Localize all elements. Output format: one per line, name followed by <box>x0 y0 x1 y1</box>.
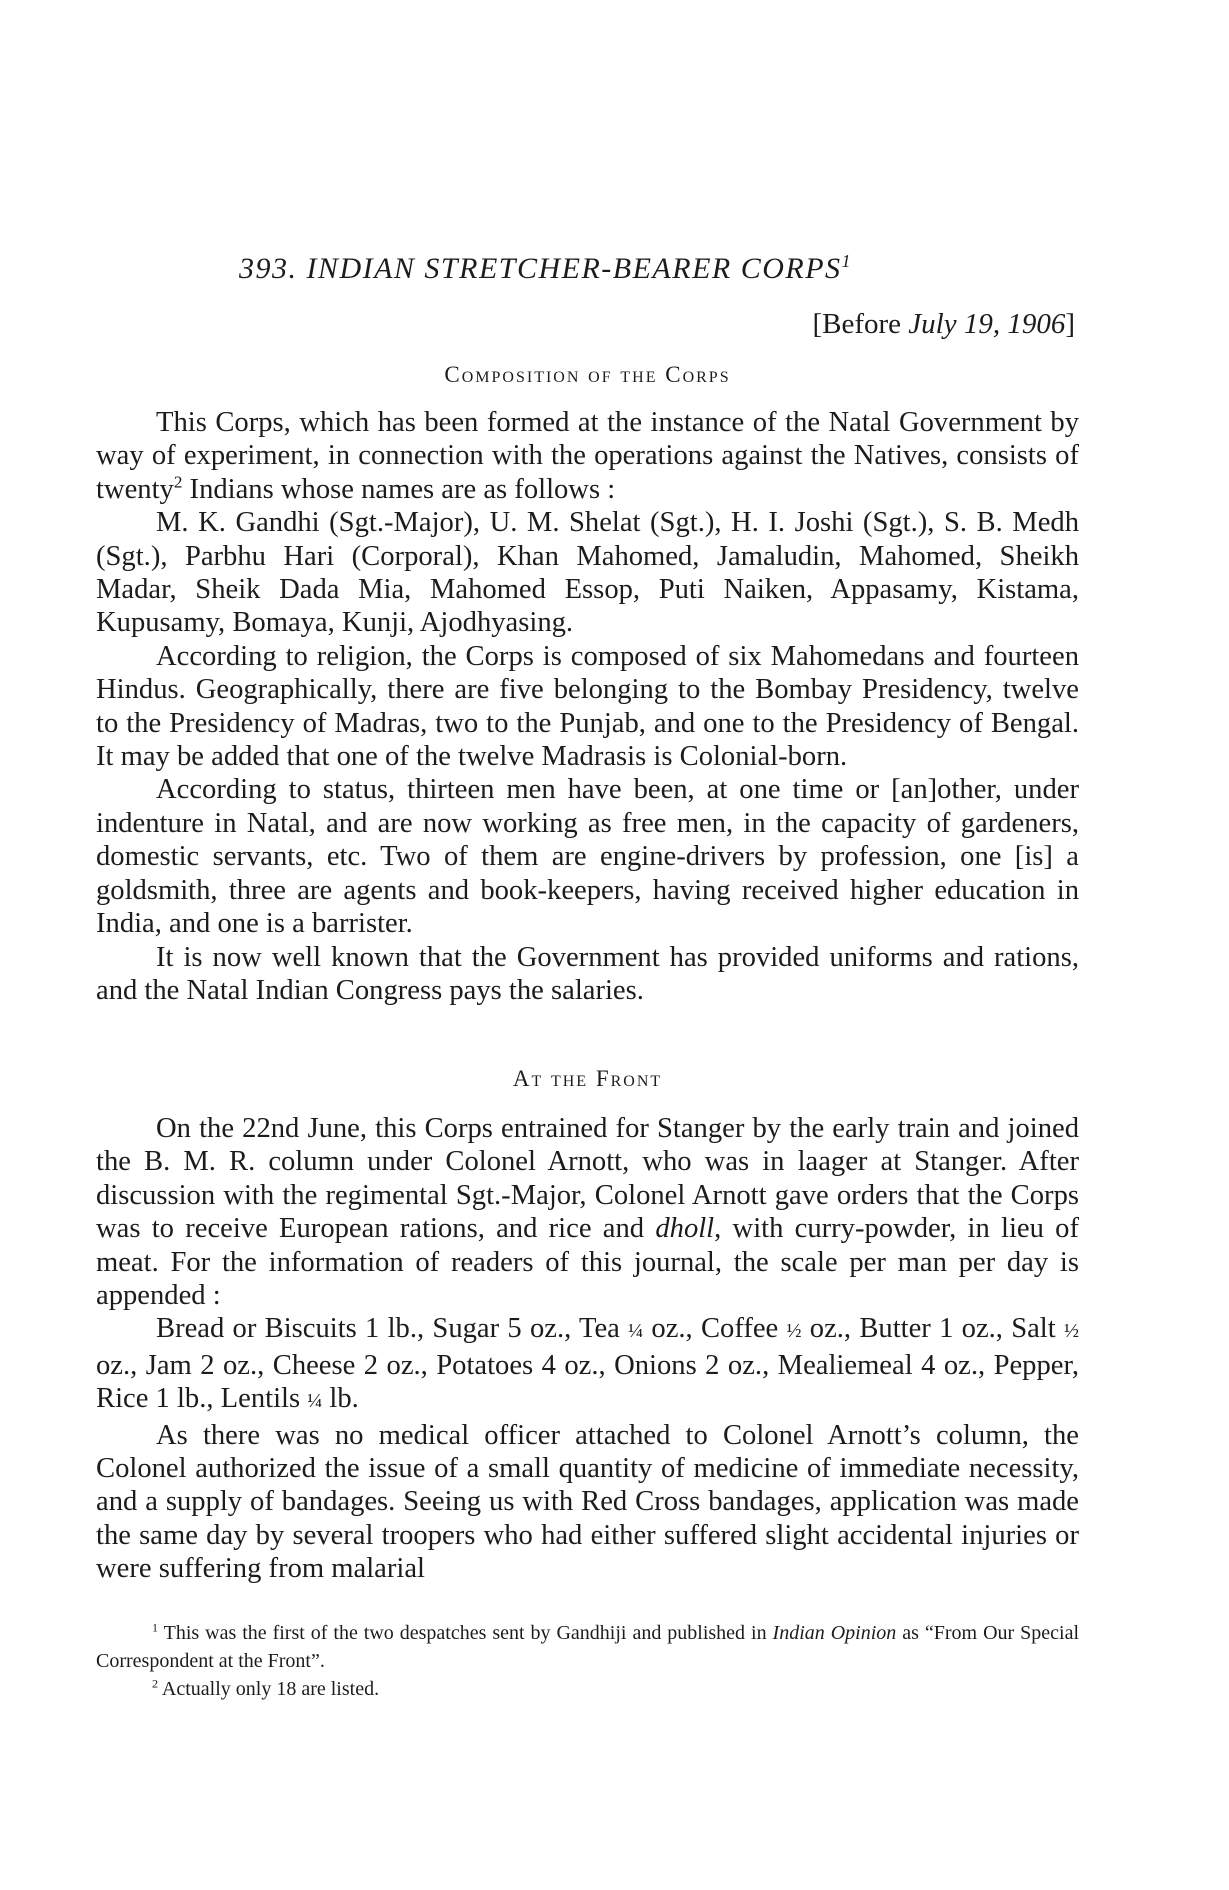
footnote-1-number: 1 <box>152 1620 158 1635</box>
footnote-2 <box>96 1675 1079 1703</box>
footnote-1-text-a: This was the first of the two despatches sent by Gandhiji and published in <box>158 1622 773 1644</box>
paragraph-intro-text-a: This Corps, which has been formed at the instance of the Natal Government by way of experiment, in connection with the operations against the Natives, consists of twenty <box>96 407 1079 505</box>
dateline-open: [Before <box>812 308 909 340</box>
dateline-date: July <box>908 308 957 340</box>
paragraph-intro-text-b: Indians whose names are as follows : <box>182 473 616 505</box>
paragraph-entrained-text-b: , with curry-powder, in lieu of meat. For the information of readers of this journal, the scale per man per day is appended : <box>96 1213 1079 1312</box>
dateline-close: ] <box>1065 308 1075 340</box>
article-number: 393. <box>238 252 298 285</box>
body-text-part1 <box>96 406 1079 1007</box>
fraction-half: ½ <box>786 1320 802 1343</box>
paragraph-names: M. K. Gandhi (Sgt.-Major), U. M. Shelat (Sgt.), H. I. Joshi (Sgt.), S. B. Medh (Sgt.), Parbhu Hari (Corporal), Khan Mahomed, Jamaludin, Mahomed, Sheikh Madar, Sheik Dada Mia, Mahomed Essop, Puti Naiken, Appasamy, Kistama, Kupusamy, Bomaya, Kunji, Ajodhyasing. <box>96 507 1079 639</box>
footnote-2-text: Actually only 18 are listed. <box>158 1678 380 1700</box>
article-title: INDIAN STRETCHER-BEARER CORPS <box>306 252 842 285</box>
paragraph-entrained-text-a: On the 22nd June, this Corps entrained for Stanger by the early train and joined the B. M. R. column under Colonel Arnott, who was in laager at Stanger. After discussion with the regimental Sgt.-Major, Colonel Arnott gave orders that the Corps was to receive European rations, and rice and <box>96 1113 1079 1245</box>
paragraph-religion: According to religion, the Corps is composed of six Mahomedans and fourteen Hindus. Geographically, there are five belonging to the Bombay Presidency, twelve to the Presidency of Madras, two to the Punjab, and one to the Presidency of Bengal. It may be added that one of the twelve Madrasis is Colonial-born. <box>96 640 1079 773</box>
paragraph-medical: As there was no medical officer attached to Colonel Arnott’s column, the Colonel authorized the issue of a small quantity of medicine of immediate necessity, and a supply of bandages. Seeing us with Red Cross bandages, application was made the same day by several troopers who had either suffered slight accidental injuries or were suffering from malarial <box>96 1419 1079 1585</box>
footnote-1-text-b: as “From Our Special Correspondent at the Front”. <box>96 1622 1079 1672</box>
body-text-part2 <box>96 1112 1079 1586</box>
paragraph-uniforms: It is now well known that the Government has provided uniforms and rations, and the Natal Indian Congress pays the salaries. <box>96 941 1079 1006</box>
paragraph-rations <box>96 1312 1079 1418</box>
footnote-1 <box>96 1619 1079 1675</box>
footnotes <box>96 1619 1079 1703</box>
dholl-word: dholl <box>655 1213 715 1245</box>
footnote-ref-2: 2 <box>173 472 183 492</box>
fraction-quarter: ¼ <box>628 1320 644 1343</box>
fraction-half: ½ <box>1063 1320 1079 1343</box>
section-heading-front: At the Front <box>512 1066 663 1091</box>
section-heading-composition: Composition of the Corps <box>444 362 731 387</box>
rations-text-5: lb. <box>322 1383 359 1415</box>
publication-name: Indian Opinion <box>772 1622 897 1644</box>
rations-text-4: oz., Jam 2 oz., Cheese 2 oz., Potatoes 4 oz., Onions 2 oz., Mealiemeal 4 oz., Pepper, Rice 1 lb., Lentils <box>96 1349 1079 1415</box>
rations-text-2: oz., Coffee <box>643 1313 787 1345</box>
dateline <box>812 308 1075 341</box>
paragraph-entrained <box>96 1112 1079 1312</box>
rations-text-1: Bread or Biscuits 1 lb., Sugar 5 oz., Tea <box>156 1313 629 1345</box>
rations-text-3: oz., Butter 1 oz., Salt <box>801 1313 1064 1345</box>
dateline-year: 19, 1906 <box>956 308 1066 340</box>
paragraph-intro <box>96 406 1079 506</box>
article-heading <box>96 252 1079 286</box>
paragraph-status: According to status, thirteen men have been, at one time or [an]other, under indenture in Natal, and are now working as free men, in the capacity of gardeners, domestic servants, etc. Two of them are engine-drivers by profession, one [is] a goldsmith, three are agents and book-keepers, having received higher education in India, and one is a barrister. <box>96 774 1079 940</box>
fraction-quarter: ¼ <box>307 1390 323 1413</box>
footnote-ref-1: 1 <box>841 251 853 271</box>
document-page <box>96 0 1079 1890</box>
footnote-2-number: 2 <box>152 1676 158 1691</box>
